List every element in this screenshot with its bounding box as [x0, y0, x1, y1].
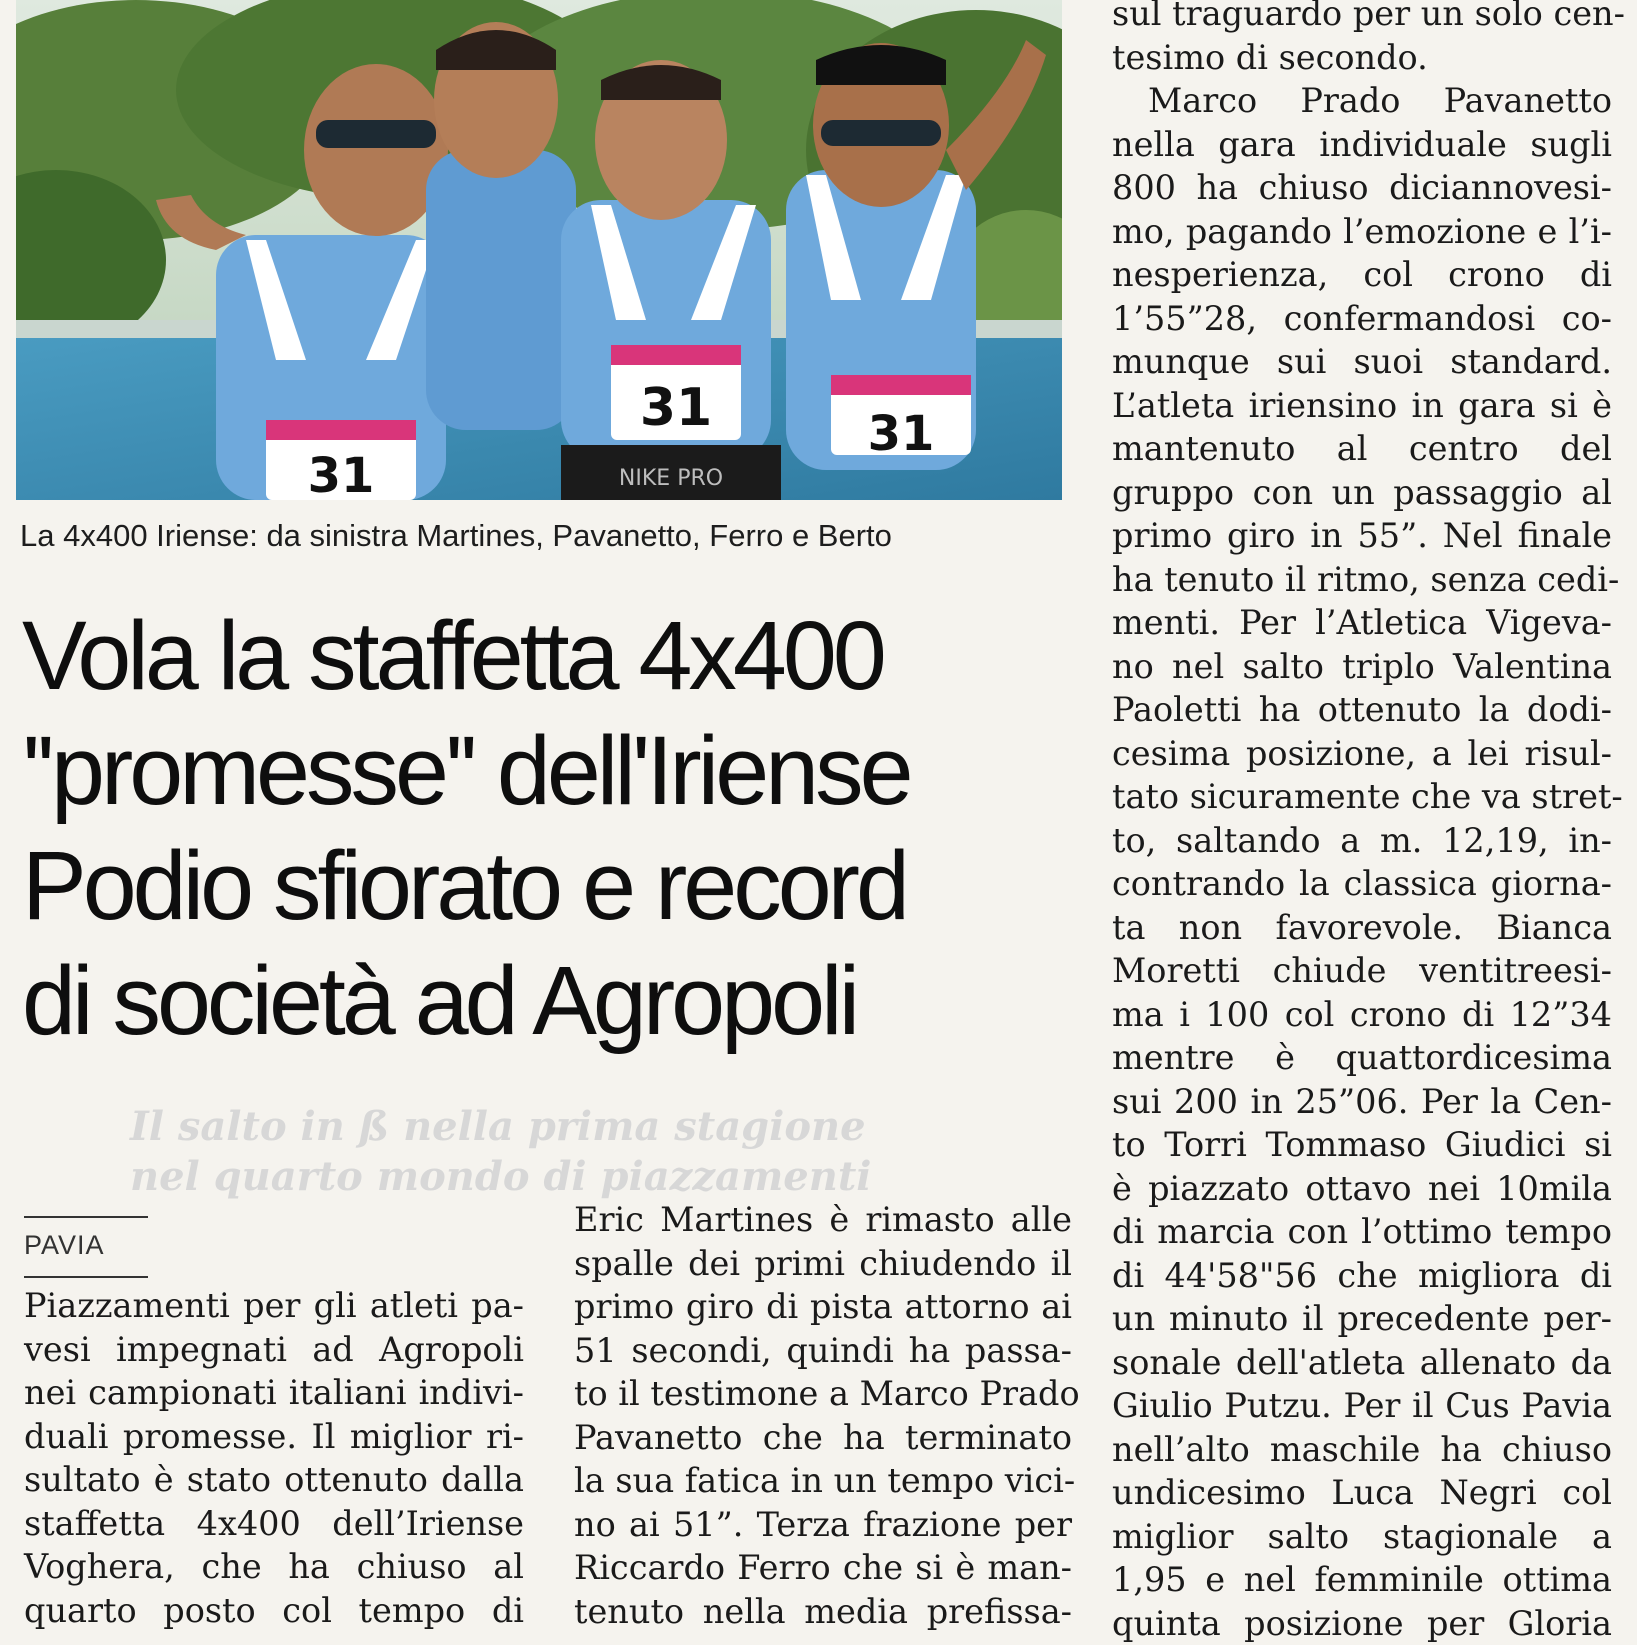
- text-line: quinta posizione per Gloria: [1112, 1602, 1612, 1645]
- text-line: sonale dell'atleta allenato da: [1112, 1341, 1612, 1385]
- text-line: la sua fatica in un tempo vici-: [574, 1459, 1072, 1503]
- text-line: ta non favorevole. Bianca: [1112, 906, 1612, 950]
- text-line: menti. Per l’Atletica Vigeva-: [1112, 601, 1612, 645]
- text-line: to il testimone a Marco Prado: [574, 1372, 1072, 1416]
- text-line: 51 secondi, quindi ha passa-: [574, 1329, 1072, 1373]
- text-line: undicesimo Luca Negri col: [1112, 1471, 1612, 1515]
- headline-line-3: Podio sfiorato e record: [22, 828, 1072, 943]
- text-line: contrando la classica giorna-: [1112, 862, 1612, 906]
- shorts-brand: NIKE PRO: [619, 466, 723, 491]
- text-line: sultato è stato ottenuto dalla: [24, 1458, 524, 1502]
- headline-line-1: Vola la staffetta 4x400: [22, 598, 1072, 713]
- text-line: primo giro in 55”. Nel finale: [1112, 514, 1612, 558]
- text-line: tato sicuramente che va stret-: [1112, 775, 1612, 819]
- text-line: è piazzato ottavo nei 10mila: [1112, 1167, 1612, 1211]
- athlete-2: [426, 22, 576, 430]
- text-line: ha tenuto il ritmo, senza cedi-: [1112, 558, 1612, 602]
- text-line: miglior salto stagionale a: [1112, 1515, 1612, 1559]
- article-photo: [16, 0, 1062, 500]
- text-line: sui 200 in 25”06. Per la Cen-: [1112, 1080, 1612, 1124]
- photo-caption: La 4x400 Iriense: da sinistra Martines, Pavanetto, Ferro e Berto: [20, 516, 1060, 556]
- text-line: staffetta 4x400 dell’Iriense: [24, 1502, 524, 1546]
- text-line: sul traguardo per un solo cen-: [1112, 0, 1612, 36]
- text-line: quarto posto col tempo di: [24, 1589, 524, 1633]
- body-column-1: [24, 1284, 524, 1632]
- text-line: vesi impegnati ad Agropoli: [24, 1328, 524, 1372]
- text-line: nell’alto maschile ha chiuso: [1112, 1428, 1612, 1472]
- kicker-location: PAVIA: [24, 1230, 105, 1261]
- text-line: to Torri Tommaso Giudici si: [1112, 1123, 1612, 1167]
- text-line: mantenuto al centro del: [1112, 427, 1612, 471]
- body-column-3: [1112, 0, 1612, 1645]
- text-line: Giulio Putzu. Per il Cus Pavia: [1112, 1384, 1612, 1428]
- text-line: Moretti chiude ventitreesi-: [1112, 949, 1612, 993]
- text-line: mo, pagando l’emozione e l’i-: [1112, 210, 1612, 254]
- kicker-rule-bottom: [24, 1276, 148, 1278]
- text-line: Eric Martines è rimasto alle: [574, 1198, 1072, 1242]
- bib-number-1: 31: [308, 448, 375, 500]
- text-line: cesima posizione, a lei risul-: [1112, 732, 1612, 776]
- text-line: Piazzamenti per gli atleti pa-: [24, 1284, 524, 1328]
- text-line: di 44'58"56 che migliora di: [1112, 1254, 1612, 1298]
- text-line: 1,95 e nel femminile ottima: [1112, 1558, 1612, 1602]
- text-line: duali promesse. Il miglior ri-: [24, 1415, 524, 1459]
- text-line: nella gara individuale sugli: [1112, 123, 1612, 167]
- text-line: mentre è quattordicesima: [1112, 1036, 1612, 1080]
- headline-line-4: di società ad Agropoli: [22, 943, 1072, 1058]
- text-line: no ai 51”. Terza frazione per: [574, 1503, 1072, 1547]
- text-line: L’atleta iriensino in gara si è: [1112, 384, 1612, 428]
- kicker-rule-top: [24, 1216, 148, 1218]
- text-line: gruppo con un passaggio al: [1112, 471, 1612, 515]
- text-line: Marco Prado Pavanetto: [1112, 79, 1612, 123]
- bleed-through-text: Il salto in ß nella prima stagione nel quarto mondo di piazzamenti: [130, 1102, 1070, 1202]
- text-line: di marcia con l’ottimo tempo: [1112, 1210, 1612, 1254]
- text-line: un minuto il precedente per-: [1112, 1297, 1612, 1341]
- text-line: no nel salto triplo Valentina: [1112, 645, 1612, 689]
- text-line: nei campionati italiani indivi-: [24, 1371, 524, 1415]
- bib-number-2: 31: [640, 378, 712, 438]
- article-headline: [22, 598, 1072, 1058]
- body-column-2: [574, 1198, 1072, 1633]
- text-line: to, saltando a m. 12,19, in-: [1112, 819, 1612, 863]
- text-line: 1’55”28, confermandosi co-: [1112, 297, 1612, 341]
- text-line: tesimo di secondo.: [1112, 36, 1612, 80]
- text-line: nesperienza, col crono di: [1112, 253, 1612, 297]
- relay-team-photo: [16, 0, 1062, 500]
- text-line: primo giro di pista attorno ai: [574, 1285, 1072, 1329]
- text-line: Riccardo Ferro che si è man-: [574, 1546, 1072, 1590]
- text-line: Voghera, che ha chiuso al: [24, 1545, 524, 1589]
- bib-number-3: 31: [868, 406, 935, 462]
- headline-line-2: ''promesse'' dell'Iriense: [22, 713, 1072, 828]
- text-line: Paoletti ha ottenuto la dodi-: [1112, 688, 1612, 732]
- text-line: Pavanetto che ha terminato: [574, 1416, 1072, 1460]
- text-line: 800 ha chiuso diciannovesi-: [1112, 166, 1612, 210]
- text-line: munque sui suoi standard.: [1112, 340, 1612, 384]
- text-line: ma i 100 col crono di 12”34: [1112, 993, 1612, 1037]
- text-line: spalle dei primi chiudendo il: [574, 1242, 1072, 1286]
- text-line: tenuto nella media prefissa-: [574, 1590, 1072, 1634]
